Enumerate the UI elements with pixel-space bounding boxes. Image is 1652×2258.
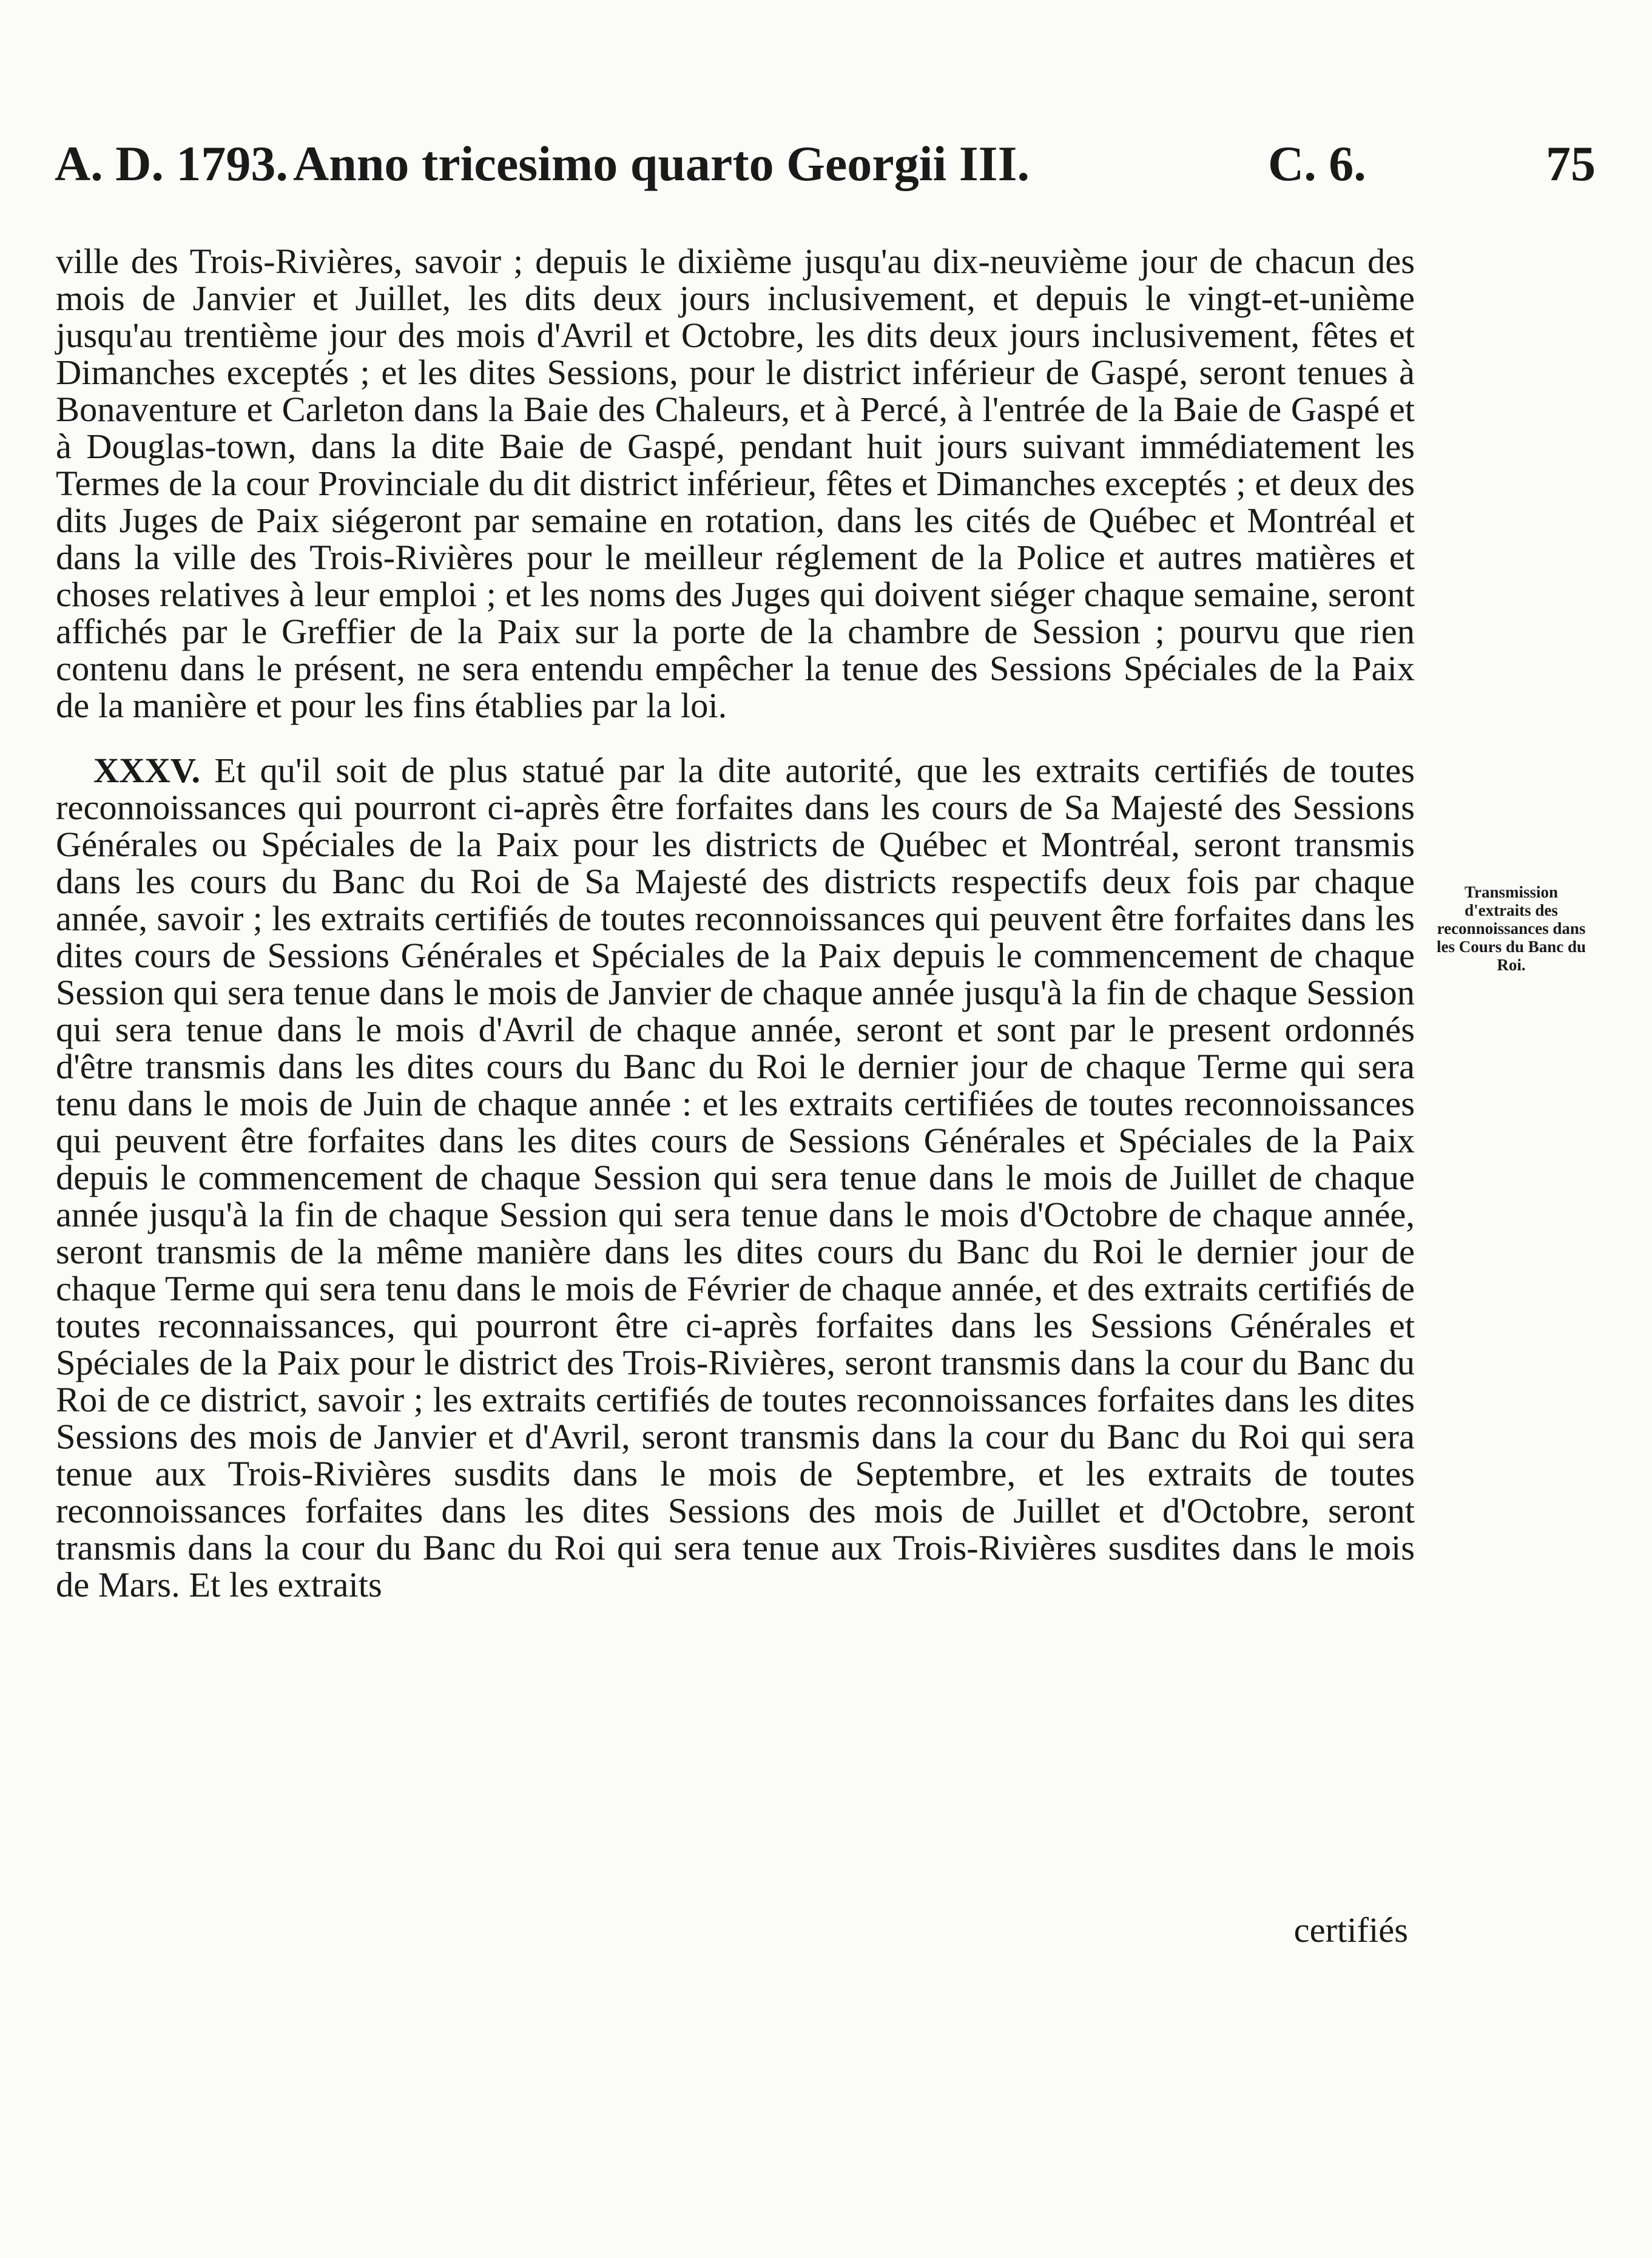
header-regnal-year: Anno tricesimo quarto Georgii III. xyxy=(293,136,1030,191)
header-chapter: C. 6. xyxy=(1268,136,1366,191)
running-header xyxy=(55,130,1596,197)
paragraph-continued: ville des Trois-Rivières, savoir ; depuis le dixième jusqu'au dix-neuvième jour de chacun des mois de Janvier et Juillet, les dits deux jours inclusivement, et depuis le vingt-et-unième jusqu'au trentième jour des mois d'Avril et Octobre, les dits deux jours inclusivement, fêtes et Dimanches exceptés ; et les dites Sessions, pour le district inférieur de Gaspé, seront tenues à Bonaventure et Carleton dans la Baie des Chaleurs, et à Percé, à l'entrée de la Baie de Gaspé et à Douglas-town, dans la dite Baie de Gaspé, pendant huit jours suivant immédiatement les Termes de la cour Provinciale du dit district inférieur, fêtes et Dimanches exceptés ; et deux des dits Juges de Paix siégeront par semaine en rotation, dans les cités de Québec et Montréal et dans la ville des Trois-Rivières pour le meilleur réglement de la Police et autres matières et choses relatives à leur emploi ; et les noms des Juges qui doivent siéger chaque semaine, seront affichés par le Greffier de la Paix sur la porte de la chambre de Session ; pourvu que rien contenu dans le présent, ne sera entendu empêcher la tenue des Sessions Spéciales de la Paix de la manière et pour les fins établies par la loi. xyxy=(56,242,1415,725)
section-text: Et qu'il soit de plus statué par la dite autorité, que les extraits certifiés de toutes reconnoissances qui pourront ci-après être forfaites dans les cours de Sa Majesté des Sessions Générales ou Spéciales de la Paix pour les districts de Québec et Montréal, seront transmis dans les cours du Banc du Roi de Sa Majesté des districts respectifs deux fois par chaque année, savoir ; les extraits certifiés de toutes reconnoissances qui peuvent être forfaites dans les dites cours de Sessions Générales et Spéciales de la Paix depuis le commencement de chaque Session qui sera tenue dans le mois de Janvier de chaque année jusqu'à la fin de chaque Session qui sera tenue dans le mois d'Avril de chaque année, seront et sont par le present ordonnés d'être transmis dans les dites cours du Banc du Roi le dernier jour de chaque Terme qui sera tenu dans le mois de Juin de chaque année : et les extraits certifiées de toutes reconnoissances qui peuvent être forfaites dans les dites cours de Sessions Générales et Spéciales de la Paix depuis le commencement de chaque Session qui sera tenue dans le mois de Juillet de chaque année jusqu'à la fin de chaque Session qui sera tenue dans le mois d'Octobre de chaque année, seront transmis de la même manière dans les dites cours du Banc du Roi le dernier jour de chaque Terme qui sera tenu dans le mois de Février de chaque année, et des extraits certifiés de toutes reconnaissances, qui pourront être ci-après forfaites dans les Sessions Générales et Spéciales de la Paix pour le district des Trois-Rivières, seront transmis dans la cour du Banc du Roi de ce district, savoir ; les extraits certifiés de toutes reconnoissances forfaites dans les dites Sessions des mois de Janvier et d'Avril, seront transmis dans la cour du Banc du Roi qui sera tenue aux Trois-Rivières susdits dans le mois de Septembre, et les extraits de toutes reconnoissances forfaites dans les dites Sessions des mois de Juillet et d'Octobre, seront transmis dans la cour du Banc du Roi qui sera tenue aux Trois-Rivières susdites dans le mois de Mars. Et les extraits xyxy=(56,751,1415,1604)
page-number: 75 xyxy=(1546,136,1596,191)
body-text xyxy=(56,243,1415,1603)
margin-note: Transmission d'extraits des reconnoissances dans les Cours du Banc du Roi. xyxy=(1436,883,1586,974)
section-number: XXXV. xyxy=(93,751,201,790)
section-paragraph xyxy=(56,752,1415,1603)
catchword: certifiés xyxy=(1293,1910,1408,1950)
header-year: A. D. 1793. xyxy=(55,136,288,191)
